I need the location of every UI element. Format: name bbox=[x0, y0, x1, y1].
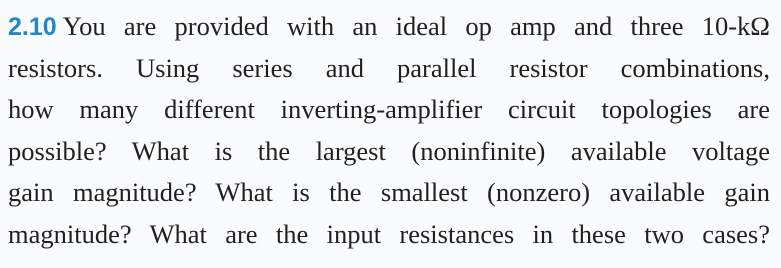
problem-2-10 bbox=[8, 6, 770, 255]
problem-line-2: resistors. Using series and parallel resistor combinations, bbox=[8, 52, 770, 83]
problem-text-line: You are provided with an ideal op amp and three 10-kΩ bbox=[62, 11, 770, 41]
problem-line-3: how many different inverting-amplifier circuit topologies are bbox=[8, 94, 770, 124]
problem-line-1 bbox=[8, 6, 770, 48]
problem-line-6: magnitude? What are the input resistances in these two cases? bbox=[8, 218, 770, 249]
problem-line-5: gain magnitude? What is the smallest (nonzero) available gain bbox=[8, 177, 770, 207]
problem-line-4: possible? What is the largest (noninfinite) available voltage bbox=[8, 135, 770, 166]
problem-number: 2.10 bbox=[8, 13, 57, 41]
